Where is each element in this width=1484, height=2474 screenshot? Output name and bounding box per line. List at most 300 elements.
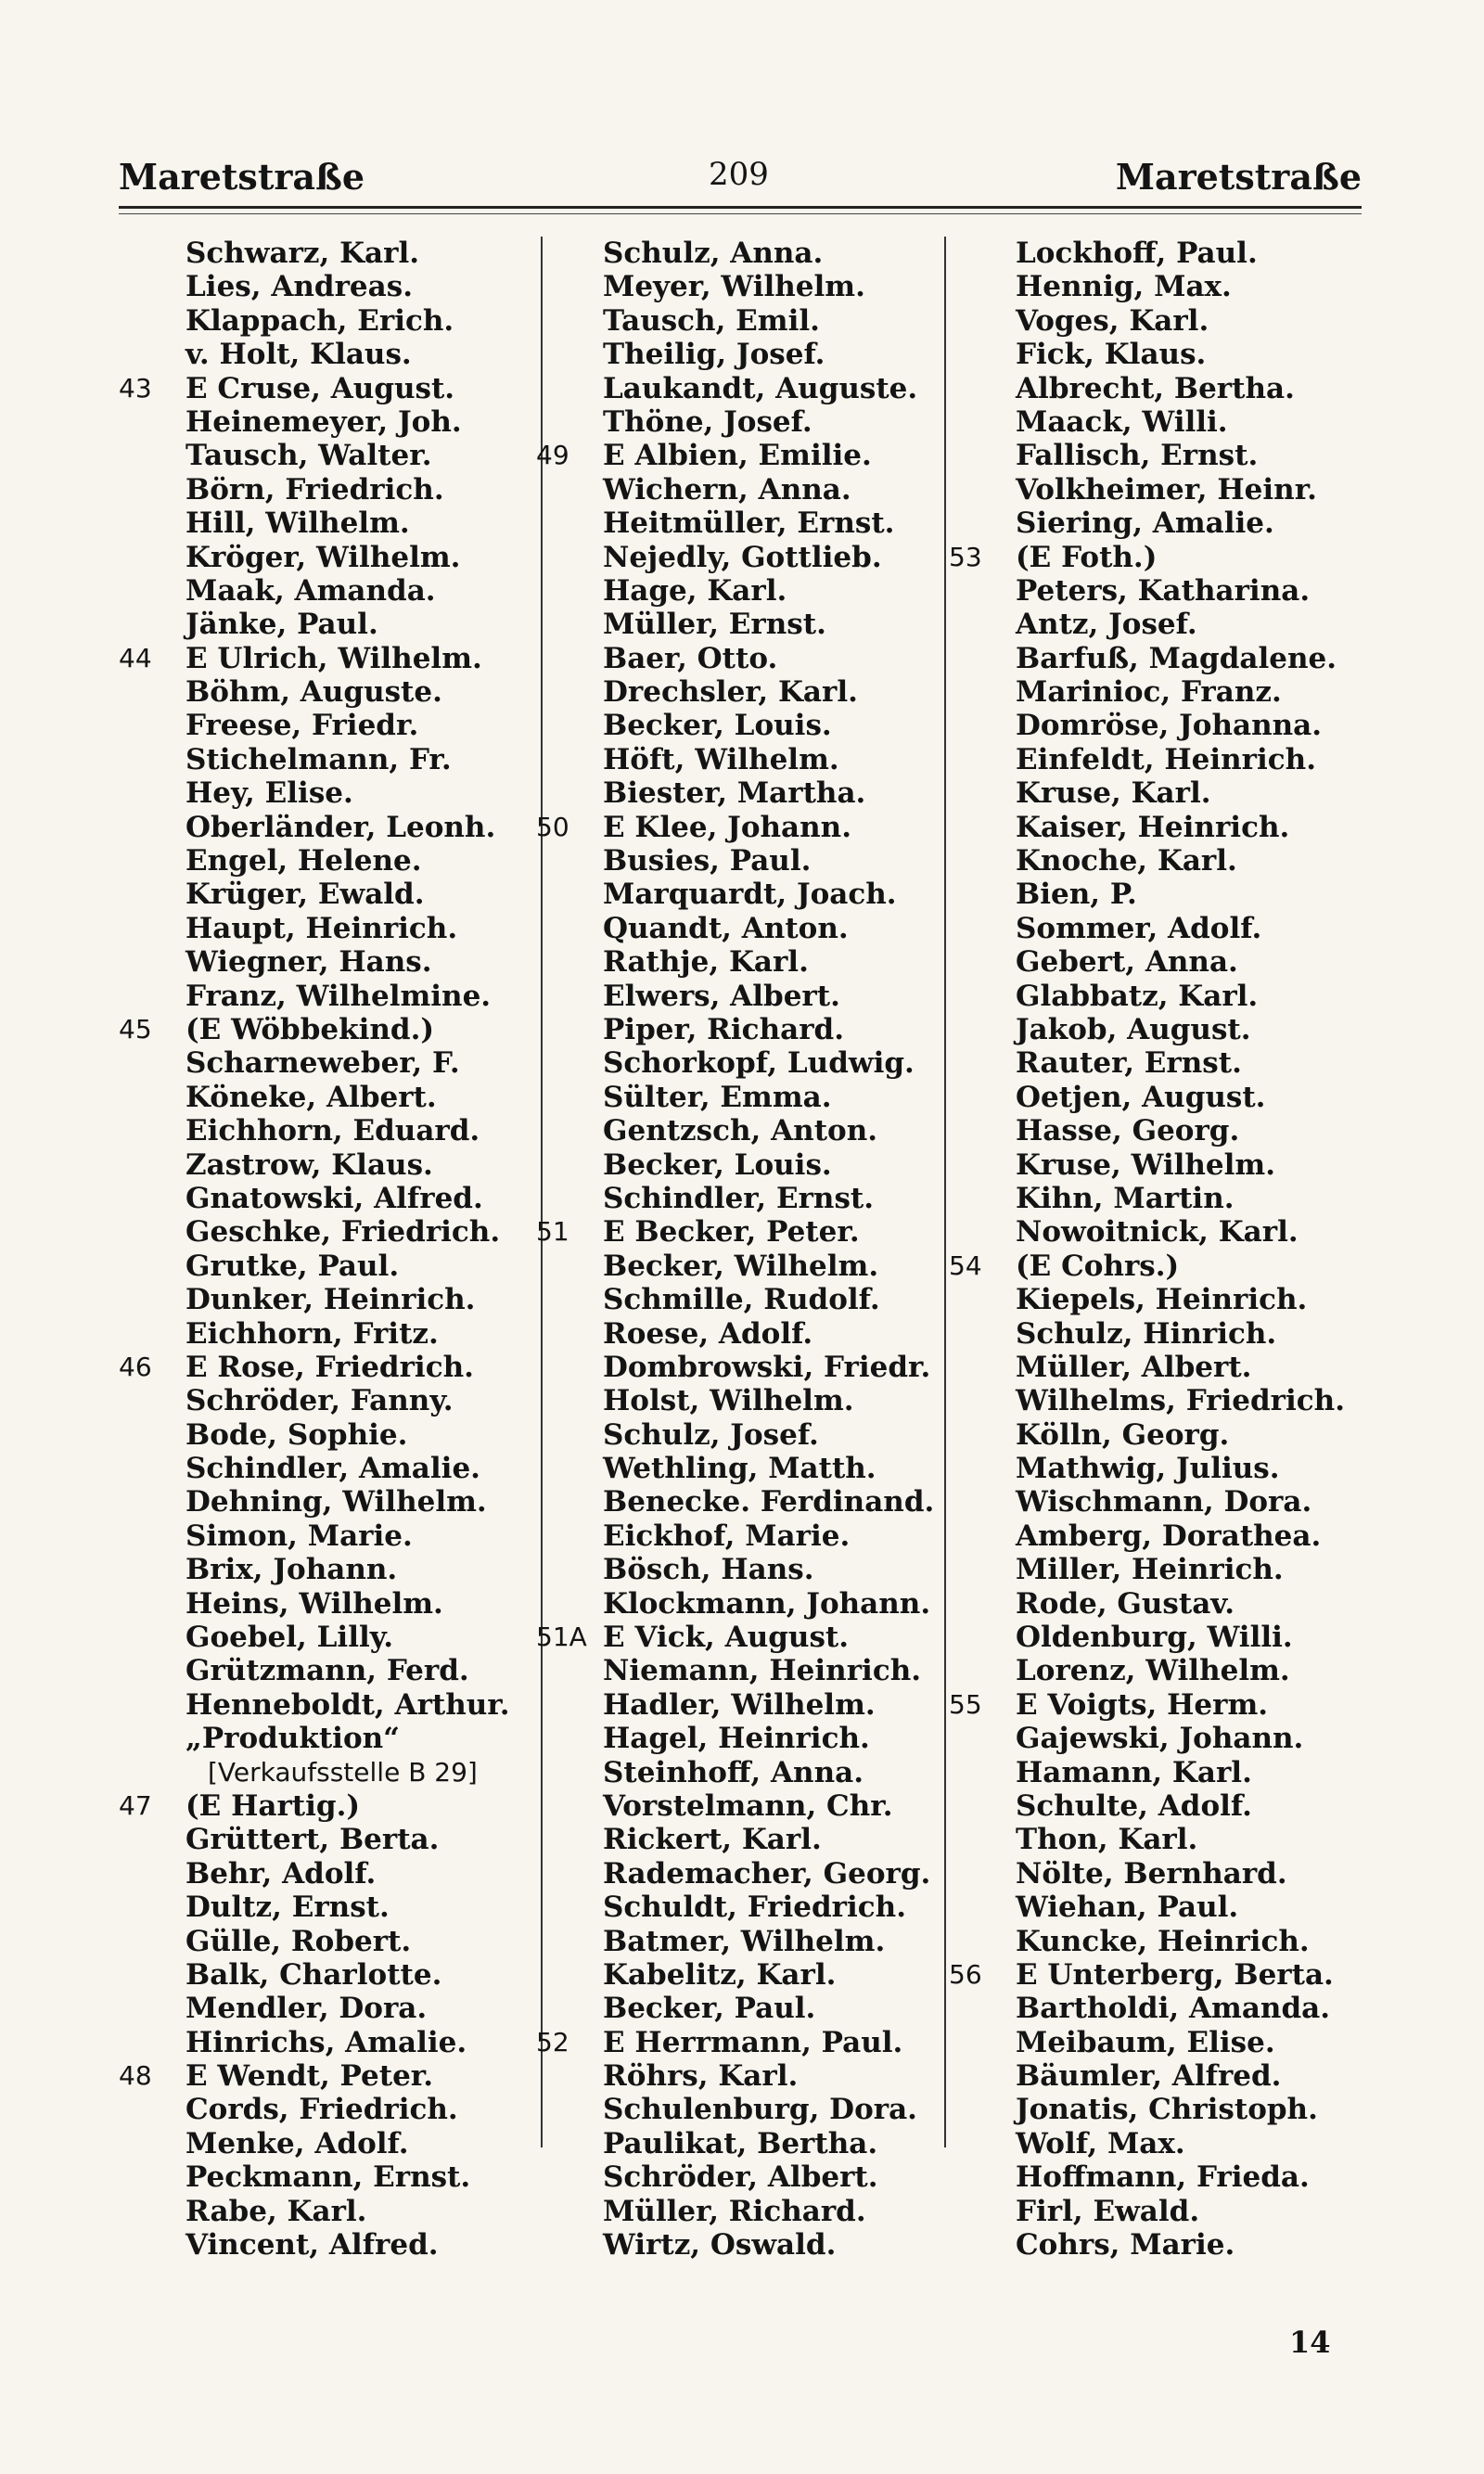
directory-entry — [119, 1857, 536, 1891]
resident-name: Amberg, Dorathea. — [1016, 1519, 1322, 1553]
resident-name: Wethling, Matth. — [603, 1452, 876, 1486]
resident-name: Schulz, Anna. — [603, 237, 824, 270]
resident-name: Dultz, Ernst. — [186, 1891, 390, 1925]
resident-name: Hage, Karl. — [603, 573, 787, 608]
directory-entry — [536, 1250, 949, 1283]
resident-name: Firl, Ewald. — [1016, 2194, 1200, 2228]
resident-name: Nejedly, Gottlieb. — [603, 540, 882, 574]
directory-entry — [119, 776, 536, 810]
directory-entry — [119, 1452, 536, 1485]
resident-name: Becker, Paul. — [603, 1992, 816, 2026]
directory-entry — [536, 2026, 949, 2059]
header-rule-thin — [119, 213, 1362, 214]
directory-entry — [119, 1013, 536, 1046]
resident-name: E Voigts, Herm. — [1016, 1687, 1269, 1722]
resident-name: Schröder, Albert. — [603, 2160, 878, 2195]
directory-entry — [119, 1654, 536, 1687]
resident-name: Busies, Paul. — [603, 844, 812, 878]
directory-entry — [536, 1114, 949, 1147]
directory-entry — [119, 270, 536, 303]
directory-entry — [119, 1046, 536, 1080]
directory-entry — [536, 1756, 949, 1789]
directory-entry — [119, 1519, 536, 1553]
resident-name: Kuncke, Heinrich. — [1016, 1924, 1310, 1958]
directory-entry — [119, 1182, 536, 1215]
resident-name: Becker, Wilhelm. — [603, 1249, 879, 1283]
resident-name: Cords, Friedrich. — [186, 2093, 458, 2127]
resident-name: Gülle, Robert. — [186, 1924, 412, 1958]
resident-name: Schuldt, Friedrich. — [603, 1891, 906, 1925]
directory-entry — [536, 1688, 949, 1722]
directory-entry — [949, 1317, 1362, 1351]
resident-name: Marinioc, Franz. — [1016, 675, 1282, 710]
resident-name: Schindler, Ernst. — [603, 1181, 875, 1215]
header-street-left: Maretstraße — [119, 156, 365, 198]
resident-name: Theilig, Josef. — [603, 338, 825, 372]
directory-entry — [536, 1384, 949, 1417]
directory-entry — [536, 304, 949, 338]
page-header — [119, 156, 1362, 202]
resident-name: Thöne, Josef. — [603, 404, 812, 439]
resident-name: Müller, Ernst. — [603, 608, 826, 642]
resident-name: Gnatowski, Alfred. — [186, 1181, 483, 1215]
resident-name: Heinemeyer, Joh. — [186, 404, 462, 439]
directory-entry — [949, 1046, 1362, 1080]
resident-name: Meibaum, Elise. — [1016, 2025, 1275, 2059]
resident-name: Gajewski, Johann. — [1016, 1722, 1304, 1756]
directory-entry — [949, 1250, 1362, 1283]
resident-name: Mendler, Dora. — [186, 1992, 428, 2026]
resident-name: Kiepels, Heinrich. — [1016, 1283, 1308, 1317]
resident-name: Kruse, Karl. — [1016, 776, 1211, 811]
resident-name: Börn, Friedrich. — [186, 472, 444, 506]
directory-entry — [949, 1958, 1362, 1992]
resident-name: Klockmann, Johann. — [603, 1586, 931, 1621]
resident-name: Elwers, Albert. — [603, 979, 840, 1013]
directory-entry — [949, 304, 1362, 338]
resident-name: Oldenburg, Willi. — [1016, 1621, 1293, 1655]
resident-name: Kröger, Wilhelm. — [186, 540, 461, 574]
directory-entry — [949, 1688, 1362, 1722]
directory-entry — [536, 1013, 949, 1046]
directory-entry — [119, 844, 536, 878]
page-number: 209 — [709, 156, 769, 193]
resident-name: Gentzsch, Anton. — [603, 1114, 878, 1148]
directory-entry — [949, 1215, 1362, 1249]
resident-name: Wirtz, Oswald. — [603, 2228, 837, 2262]
resident-name: Biester, Martha. — [603, 776, 866, 811]
directory-entry — [949, 776, 1362, 810]
directory-entry — [536, 270, 949, 303]
directory-entry — [536, 945, 949, 979]
directory-entry — [949, 642, 1362, 675]
resident-name: Kruse, Wilhelm. — [1016, 1147, 1276, 1182]
resident-name: Grützmann, Ferd. — [186, 1654, 469, 1688]
directory-entry — [949, 405, 1362, 439]
directory-entry — [536, 608, 949, 641]
directory-entry — [536, 2127, 949, 2160]
directory-entry — [536, 237, 949, 270]
directory-entry — [119, 304, 536, 338]
resident-name: Behr, Adolf. — [186, 1856, 377, 1891]
entry-note: [Verkaufsstelle B 29] — [208, 1756, 478, 1788]
directory-entry — [949, 608, 1362, 641]
directory-entry — [536, 1418, 949, 1452]
directory-entry — [119, 709, 536, 742]
resident-name: Schindler, Amalie. — [186, 1452, 480, 1486]
resident-name: Schulte, Adolf. — [1016, 1788, 1252, 1823]
resident-name: Eichhorn, Eduard. — [186, 1114, 480, 1148]
directory-entry — [949, 980, 1362, 1013]
resident-name: Oberländer, Leonh. — [186, 810, 496, 844]
directory-entry — [536, 980, 949, 1013]
directory-entry — [119, 473, 536, 506]
resident-name: Dunker, Heinrich. — [186, 1283, 476, 1317]
resident-name: Schwarz, Karl. — [186, 237, 420, 270]
header-rule — [119, 206, 1362, 209]
resident-name: Peckmann, Ernst. — [186, 2160, 471, 2195]
directory-entry — [119, 439, 536, 472]
directory-entry — [949, 1519, 1362, 1553]
directory-entry — [536, 1317, 949, 1351]
resident-name: Hennig, Max. — [1016, 270, 1232, 304]
directory-entry — [536, 541, 949, 574]
directory-entry — [536, 1823, 949, 1856]
directory-entry — [536, 1621, 949, 1654]
directory-entry — [949, 1992, 1362, 2025]
directory-entry — [536, 1283, 949, 1316]
resident-name: Jakob, August. — [1016, 1012, 1251, 1046]
directory-entry — [119, 1925, 536, 1958]
resident-name: Hadler, Wilhelm. — [603, 1687, 876, 1722]
directory-entry — [119, 1621, 536, 1654]
resident-name: Steinhoff, Anna. — [603, 1755, 864, 1789]
resident-name: Tausch, Emil. — [603, 303, 820, 338]
house-number: 45 — [119, 1013, 152, 1045]
house-number: 46 — [119, 1351, 152, 1382]
directory-entry — [949, 439, 1362, 472]
resident-name: Dehning, Wilhelm. — [186, 1485, 487, 1519]
directory-entry — [536, 1046, 949, 1080]
directory-entry — [536, 2160, 949, 2194]
directory-entry — [536, 1992, 949, 2025]
resident-name: Glabbatz, Karl. — [1016, 979, 1259, 1013]
column-3 — [949, 237, 1362, 2262]
directory-entry — [119, 912, 536, 945]
resident-name: (E Hartig.) — [186, 1788, 361, 1823]
house-number: 51A — [536, 1622, 587, 1653]
directory-entry — [536, 405, 949, 439]
directory-entry — [536, 2195, 949, 2228]
directory-entry — [949, 1621, 1362, 1654]
directory-entry — [536, 912, 949, 945]
resident-name: Heins, Wilhelm. — [186, 1586, 443, 1621]
directory-entry — [536, 2059, 949, 2093]
resident-name: Schröder, Fanny. — [186, 1384, 454, 1418]
resident-name: Becker, Louis. — [603, 1147, 832, 1182]
directory-entry — [119, 405, 536, 439]
directory-entry — [119, 2228, 536, 2262]
house-number: 47 — [119, 1789, 152, 1821]
directory-entry — [119, 574, 536, 608]
directory-entry — [119, 675, 536, 709]
directory-entry — [536, 1519, 949, 1553]
directory-entry — [536, 338, 949, 371]
resident-name: Maak, Amanda. — [186, 573, 436, 608]
resident-name: Rademacher, Georg. — [603, 1856, 931, 1891]
directory-entry — [119, 2160, 536, 2194]
column-2 — [536, 237, 949, 2262]
directory-entry — [119, 1283, 536, 1316]
resident-name: Haupt, Heinrich. — [186, 911, 458, 945]
resident-name: Drechsler, Karl. — [603, 675, 858, 710]
directory-entry — [119, 1823, 536, 1856]
resident-name: Nowoitnick, Karl. — [1016, 1215, 1298, 1250]
resident-name: Cohrs, Marie. — [1016, 2228, 1235, 2262]
resident-name: Geschke, Friedrich. — [186, 1215, 501, 1250]
resident-name: Holst, Wilhelm. — [603, 1384, 854, 1418]
resident-name: Simon, Marie. — [186, 1519, 413, 1553]
directory-entry — [949, 844, 1362, 878]
directory-entry — [119, 2059, 536, 2093]
resident-name: Einfeldt, Heinrich. — [1016, 742, 1317, 776]
resident-name: Marquardt, Joach. — [603, 878, 897, 912]
directory-entry — [949, 2026, 1362, 2059]
directory-entry — [949, 1925, 1362, 1958]
resident-name: Baer, Otto. — [603, 641, 778, 675]
resident-name: (E Cohrs.) — [1016, 1249, 1180, 1283]
directory-entry — [949, 1485, 1362, 1519]
directory-entry — [949, 1587, 1362, 1621]
resident-name: Stichelmann, Fr. — [186, 742, 452, 776]
resident-name: Lorenz, Wilhelm. — [1016, 1654, 1290, 1688]
directory-entry — [949, 1351, 1362, 1384]
directory-entry — [949, 2228, 1362, 2262]
resident-name: Siering, Amalie. — [1016, 506, 1274, 541]
resident-name: Peters, Katharina. — [1016, 573, 1311, 608]
directory-entry — [119, 1688, 536, 1722]
resident-name: Niemann, Heinrich. — [603, 1654, 922, 1688]
directory-entry — [119, 1317, 536, 1351]
directory-entry — [119, 1722, 536, 1755]
resident-name: Sommer, Adolf. — [1016, 911, 1262, 945]
resident-name: E Rose, Friedrich. — [186, 1350, 474, 1384]
house-number: 43 — [119, 372, 152, 404]
directory-entry — [536, 473, 949, 506]
resident-name: Kihn, Martin. — [1016, 1181, 1235, 1215]
resident-name: v. Holt, Klaus. — [186, 338, 412, 372]
directory-entry — [949, 811, 1362, 844]
resident-name: Thon, Karl. — [1016, 1823, 1198, 1857]
house-number: 49 — [536, 440, 569, 471]
resident-name: Krüger, Ewald. — [186, 878, 425, 912]
directory-entry — [536, 709, 949, 742]
resident-name: Wolf, Max. — [1016, 2126, 1185, 2160]
resident-name: Heitmüller, Ernst. — [603, 506, 895, 541]
resident-name: Volkheimer, Heinr. — [1016, 472, 1317, 506]
house-number: 54 — [949, 1250, 982, 1281]
directory-entry — [119, 237, 536, 270]
resident-name: Kabelitz, Karl. — [603, 1957, 837, 1992]
resident-name: Antz, Josef. — [1016, 608, 1197, 642]
resident-name: Grutke, Paul. — [186, 1249, 400, 1283]
directory-entry — [949, 1452, 1362, 1485]
directory-entry — [949, 2093, 1362, 2126]
directory-entry — [536, 1958, 949, 1992]
directory-entry — [949, 2195, 1362, 2228]
resident-name: Maack, Willi. — [1016, 404, 1228, 439]
resident-name: Fick, Klaus. — [1016, 338, 1207, 372]
resident-name: Röhrs, Karl. — [603, 2059, 799, 2094]
resident-name: Bien, P. — [1016, 878, 1137, 912]
directory-entry — [949, 574, 1362, 608]
directory-entry — [536, 1654, 949, 1687]
directory-entry — [536, 776, 949, 810]
directory-entry — [949, 541, 1362, 574]
resident-name: Hamann, Karl. — [1016, 1755, 1252, 1789]
directory-entry — [119, 1891, 536, 1924]
resident-name: Schulz, Josef. — [603, 1417, 819, 1452]
resident-name: Vorstelmann, Chr. — [603, 1788, 893, 1823]
resident-name: (E Foth.) — [1016, 540, 1158, 574]
resident-name: Barfuß, Magdalene. — [1016, 641, 1337, 675]
resident-name: „Produktion“ — [186, 1722, 400, 1756]
resident-name: Rauter, Ernst. — [1016, 1046, 1242, 1081]
directory-entry — [536, 1351, 949, 1384]
directory-entry — [119, 1789, 536, 1823]
signature-mark: 14 — [1289, 2325, 1331, 2360]
resident-name: Balk, Charlotte. — [186, 1957, 442, 1992]
directory-entry — [119, 1992, 536, 2025]
resident-name: E Ulrich, Wilhelm. — [186, 641, 482, 675]
directory-entry — [119, 1384, 536, 1417]
directory-entry — [949, 2127, 1362, 2160]
directory-entry — [536, 1485, 949, 1519]
resident-name: E Unterberg, Berta. — [1016, 1957, 1334, 1992]
house-number: 44 — [119, 642, 152, 673]
directory-entry — [119, 980, 536, 1013]
directory-entry — [949, 1789, 1362, 1823]
resident-name: Sülter, Emma. — [603, 1080, 832, 1114]
resident-name: Kölln, Georg. — [1016, 1417, 1230, 1452]
directory-entry — [536, 844, 949, 878]
resident-name: Klappach, Erich. — [186, 303, 454, 338]
resident-name: Wiehan, Paul. — [1016, 1891, 1239, 1925]
directory-entry — [119, 878, 536, 911]
directory-entry — [536, 1182, 949, 1215]
resident-name: Mathwig, Julius. — [1016, 1452, 1280, 1486]
resident-name: E Herrmann, Paul. — [603, 2025, 903, 2059]
resident-name: Bartholdi, Amanda. — [1016, 1992, 1331, 2026]
resident-name: Dombrowski, Friedr. — [603, 1350, 931, 1384]
resident-name: Rathje, Karl. — [603, 945, 809, 980]
directory-entry — [949, 878, 1362, 911]
resident-name: Hoffmann, Frieda. — [1016, 2160, 1310, 2195]
resident-name: Voges, Karl. — [1016, 303, 1209, 338]
house-number: 55 — [949, 1688, 982, 1720]
resident-name: Schmille, Rudolf. — [603, 1283, 880, 1317]
directory-entry — [949, 237, 1362, 270]
directory-entry — [536, 574, 949, 608]
resident-name: Paulikat, Bertha. — [603, 2126, 878, 2160]
resident-name: Hasse, Georg. — [1016, 1114, 1240, 1148]
resident-name: (E Wöbbekind.) — [186, 1012, 435, 1046]
directory-entry — [949, 1891, 1362, 1924]
directory-entry — [949, 743, 1362, 776]
directory-entry — [536, 1857, 949, 1891]
directory-entry — [119, 1587, 536, 1621]
resident-name: Eichhorn, Fritz. — [186, 1316, 439, 1351]
resident-name: Benecke. Ferdinand. — [603, 1485, 935, 1519]
directory-entry — [536, 1925, 949, 1958]
directory-entry — [119, 945, 536, 979]
resident-name: Laukandt, Auguste. — [603, 371, 918, 405]
resident-name: Domröse, Johanna. — [1016, 709, 1323, 743]
resident-name: Franz, Wilhelmine. — [186, 979, 492, 1013]
resident-name: Hinrichs, Amalie. — [186, 2025, 467, 2059]
resident-name: Bäumler, Alfred. — [1016, 2059, 1282, 2094]
directory-entry — [949, 1114, 1362, 1147]
directory-entry — [119, 1485, 536, 1519]
directory-entry — [119, 743, 536, 776]
resident-name: E Albien, Emilie. — [603, 439, 872, 473]
directory-entry — [949, 1384, 1362, 1417]
resident-name: Bode, Sophie. — [186, 1417, 408, 1452]
directory-entry — [949, 1013, 1362, 1046]
resident-name: Schulz, Hinrich. — [1016, 1316, 1277, 1351]
resident-name: Menke, Adolf. — [186, 2126, 409, 2160]
column-1 — [119, 237, 536, 2262]
resident-name: Brix, Johann. — [186, 1553, 398, 1587]
resident-name: Nölte, Bernhard. — [1016, 1856, 1287, 1891]
directory-entry — [119, 2093, 536, 2126]
resident-name: E Klee, Johann. — [603, 810, 852, 844]
directory-entry — [536, 1452, 949, 1485]
resident-name: Hagel, Heinrich. — [603, 1722, 870, 1756]
resident-name: Jänke, Paul. — [186, 608, 378, 642]
directory-entry — [119, 1250, 536, 1283]
resident-name: E Vick, August. — [603, 1621, 850, 1655]
directory-entry — [119, 1081, 536, 1114]
directory-entry — [536, 675, 949, 709]
resident-name: Hill, Wilhelm. — [186, 506, 410, 541]
resident-name: Höft, Wilhelm. — [603, 742, 839, 776]
resident-name: Müller, Albert. — [1016, 1350, 1252, 1384]
resident-name: Hey, Elise. — [186, 776, 353, 811]
resident-name: Müller, Richard. — [603, 2194, 866, 2228]
directory-entry — [119, 1148, 536, 1182]
house-number: 56 — [949, 1958, 982, 1990]
resident-name: Bösch, Hans. — [603, 1553, 814, 1587]
directory-entry — [949, 506, 1362, 540]
resident-name: Gebert, Anna. — [1016, 945, 1238, 980]
directory-entry — [949, 1081, 1362, 1114]
resident-name: Goebel, Lilly. — [186, 1621, 394, 1655]
resident-name: Köneke, Albert. — [186, 1080, 437, 1114]
directory-entry — [949, 1756, 1362, 1789]
directory-entry — [119, 1114, 536, 1147]
resident-name: Engel, Helene. — [186, 844, 422, 878]
directory-entry — [119, 1351, 536, 1384]
directory-entry — [119, 338, 536, 371]
resident-name: Fallisch, Ernst. — [1016, 439, 1259, 473]
directory-entry — [536, 2093, 949, 2126]
directory-entry — [119, 1418, 536, 1452]
directory-entry — [949, 675, 1362, 709]
directory-entry — [949, 1823, 1362, 1856]
resident-name: Lockhoff, Paul. — [1016, 237, 1258, 270]
directory-entry — [949, 1283, 1362, 1316]
